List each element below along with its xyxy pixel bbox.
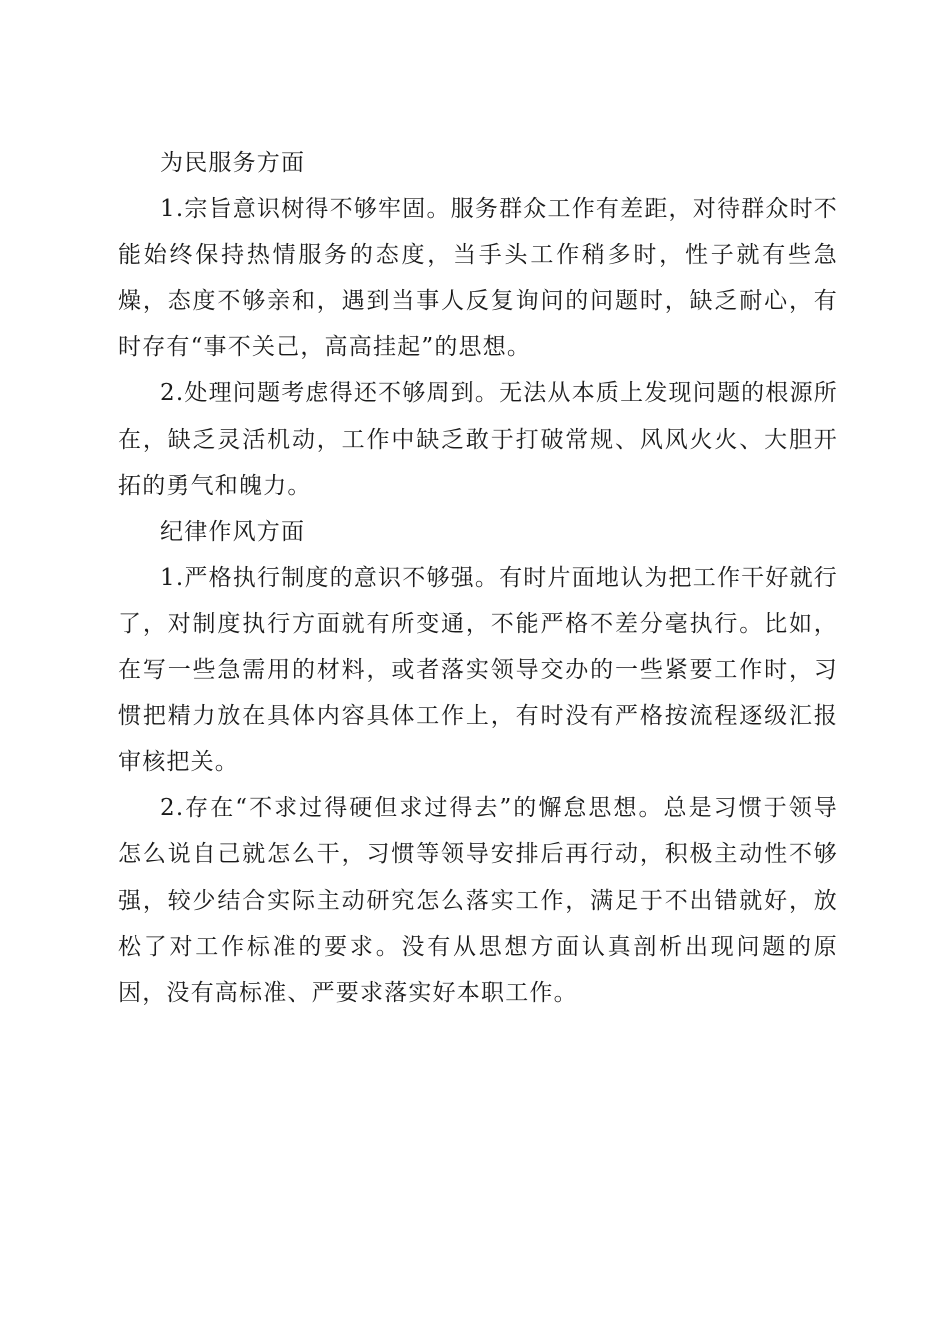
paragraph-service-2: 2.处理问题考虑得还不够周到。无法从本质上发现问题的根源所在，缺乏灵活机动，工作中缺乏敢于打破常规、风风火火、大胆开拓的勇气和魄力。	[118, 380, 838, 499]
section-heading-service: 为民服务方面	[160, 150, 306, 176]
paragraph-discipline-2: 2.存在“不求过得硬但求过得去”的懈怠思想。总是习惯于领导怎么说自己就怎么干，习惯等领导安排后再行动，积极主动性不够强，较少结合实际主动研究怎么落实工作，满足于不出错就好，放松了对工作标准的要求。没有从思想方面认真剖析出现问题的原因，没有高标准、严要求落实好本职工作。	[118, 795, 838, 1006]
section-heading-discipline: 纪律作风方面	[160, 518, 306, 545]
paragraph-service-1: 1.宗旨意识树得不够牢固。服务群众工作有差距，对待群众时不能始终保持热情服务的态度，当手头工作稍多时，性子就有些急燥，态度不够亲和，遇到当事人反复询问的问题时，缺乏耐心，有时存有“事不关己，高高挂起”的思想。	[118, 196, 838, 361]
paragraph-discipline-1: 1.严格执行制度的意识不够强。有时片面地认为把工作干好就行了，对制度执行方面就有所变通，不能严格不差分毫执行。比如，在写一些急需用的材料，或者落实领导交办的一些紧要工作时，习惯把精力放在具体内容具体工作上，有时没有严格按流程逐级汇报审核把关。	[118, 564, 838, 776]
document-page	[118, 140, 838, 1016]
